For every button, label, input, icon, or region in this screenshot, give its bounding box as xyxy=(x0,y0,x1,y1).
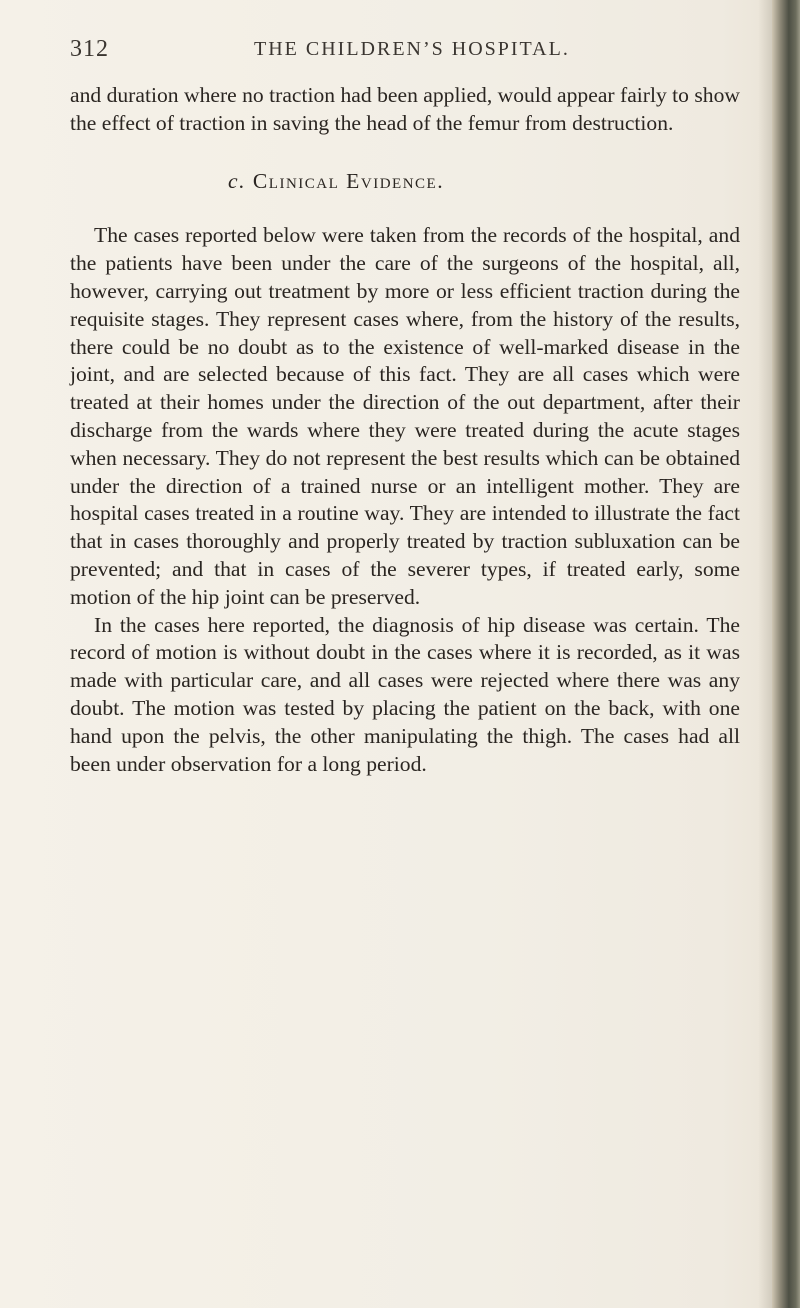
body-text xyxy=(70,82,740,778)
binding-shadow xyxy=(758,0,772,1308)
section-heading xyxy=(70,168,740,196)
binding-edge xyxy=(772,0,800,1308)
section-prefix: c. xyxy=(228,168,246,193)
section-title: Clinical Evidence. xyxy=(252,168,445,193)
page-header xyxy=(70,28,730,68)
paragraph-cases: The cases reported below were taken from the records of the hospital, and the patients have been under the care of the surgeons of the hospital, all, however, carrying out treatment by more or less efficient traction during the requisite stages. They represent cases where, from the history of the results, there could be no doubt as to the existence of well-marked disease in the joint, and are selected because of this fact. They are all cases which were treated at their homes under the direction of the out department, after their discharge from the wards where they were treated during the acute stages when necessary. They do not represent the best results which can be obtained under the direction of a trained nurse or an intelligent mother. They are hospital cases treated in a routine way. They are intended to illustrate the fact that in cases thoroughly and properly treated by traction subluxation can be prevented; and that in cases of the severer types, if treated early, some motion of the hip joint can be preserved. xyxy=(70,223,740,609)
running-head: THE CHILDREN’S HOSPITAL. xyxy=(254,38,570,60)
paragraph-diagnosis: In the cases here reported, the diagnosis of hip disease was certain. The record of motion is without doubt in the cases where it is recorded, as it was made with particular care, and all cases were rejected where there was any doubt. The motion was tested by placing the patient on the back, with one hand upon the pelvis, the other manipulating the thigh. The cases had all been under observation for a long period. xyxy=(70,612,740,776)
page-number: 312 xyxy=(70,36,109,62)
paragraph-opening: and duration where no traction had been applied, would appear fairly to show the effect of traction in saving the head of the femur from destruction. xyxy=(70,83,740,135)
